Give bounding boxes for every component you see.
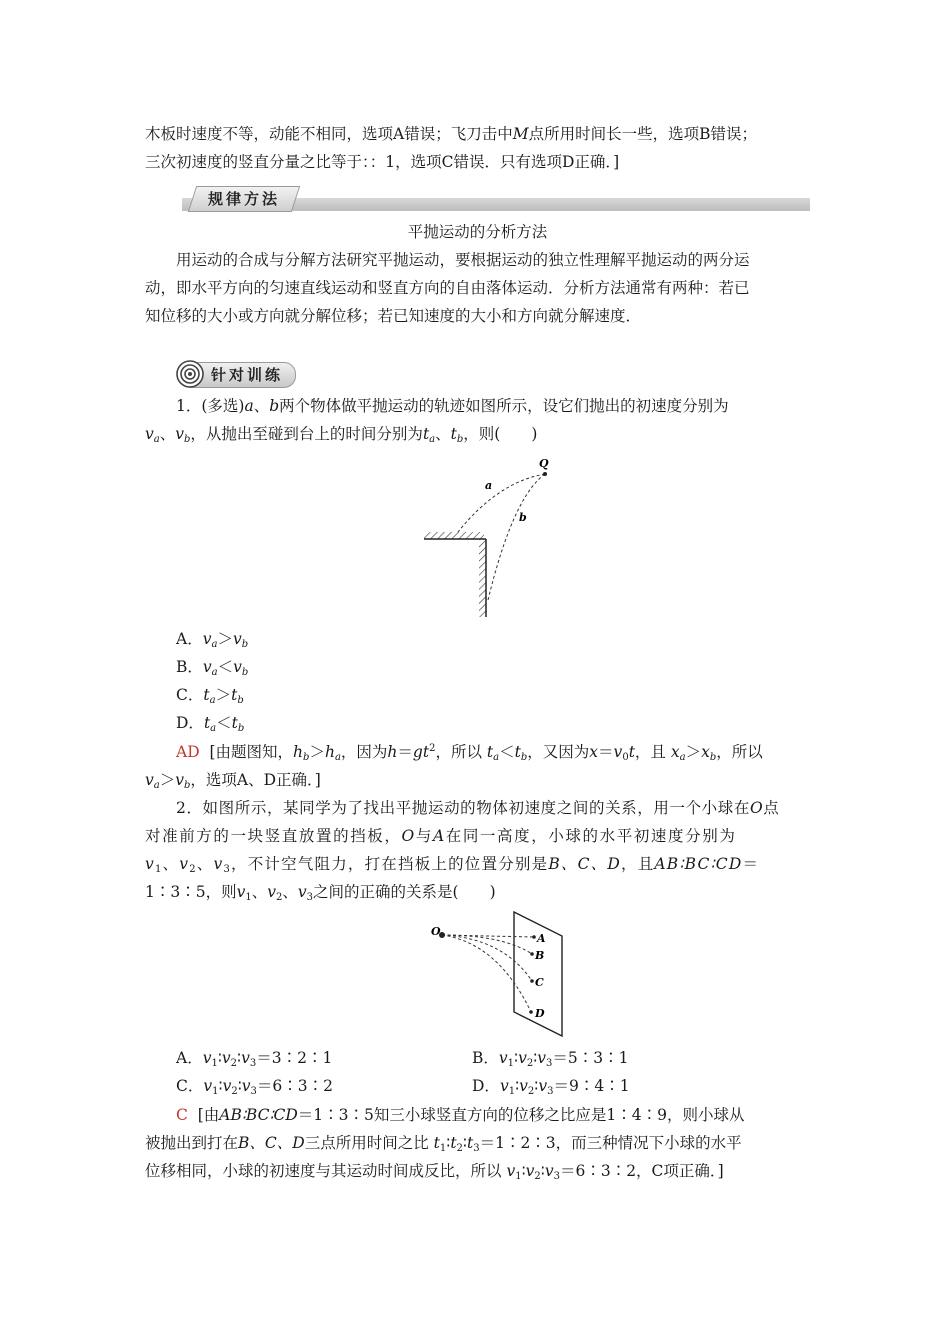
q1-answer: AD <box>176 743 200 761</box>
point-d <box>529 1010 533 1014</box>
trajectory-a <box>458 474 545 532</box>
q2-stem-line-4: 1∶3∶5，则$v_1$、$v_2$、$v_3$之间的正确的关系是( ) <box>145 883 496 903</box>
q2-explanation-line-2: 被抛出到打在B、C、D三点所用时间之比 $t_1∶t_2∶t_3=1∶2∶3$，而三种情况下小球的水平 <box>145 1134 742 1154</box>
q2-option-c[interactable]: C．$v_1∶v_2∶v_3=6∶3∶2$ <box>176 1077 333 1097</box>
label-b: B <box>535 949 545 962</box>
trajectory-b <box>488 474 545 600</box>
practice-banner-label: 针对训练 <box>211 366 284 384</box>
method-para-2: 动，即水平方向的匀速直线运动和竖直方向的自由落体运动．分析方法通常有两种：若已 <box>145 279 750 297</box>
q1-stem-line-2: $v_a$、$v_b$，从抛出至碰到台上的时间分别为$t_a$、$t_b$，则( ) <box>145 425 538 445</box>
q2-stem-line-3: $v_1$、$v_2$、$v_3$，不计空气阻力，打在挡板上的位置分别是B、C、D，且AB∶BC∶CD＝ <box>145 855 760 875</box>
label-o: O <box>431 925 441 938</box>
q1-option-c[interactable]: C．$t_a>t_b$ <box>176 686 244 706</box>
q1-explanation-line-2: $v_a>v_b$，选项A、D正确．] <box>145 771 321 791</box>
label-d: D <box>535 1007 545 1020</box>
practice-banner <box>176 360 296 388</box>
point-a <box>532 935 536 939</box>
intro-line-1: 木板时速度不等，动能不相同，选项A错误；飞刀击中M点所用时间长一些，选项B错误； <box>145 125 757 143</box>
label-a: A <box>537 932 546 945</box>
intro-line-2: 三次初速度的竖直分量之比等于：：1，选项C错误．只有选项D正确．] <box>145 153 620 171</box>
q1-option-b[interactable]: B．$v_a<v_b$ <box>176 658 249 678</box>
q2-stem-line-1: 2．如图所示，某同学为了找出平抛运动的物体初速度之间的关系，用一个小球在O点 <box>176 799 780 817</box>
q1-option-a[interactable]: A．$v_a>v_b$ <box>176 630 249 650</box>
q2-explanation-line-3: 位移相同，小球的初速度与其运动时间成反比，所以 $v_1∶v_2∶v_3=6∶3∶2$，C项正确．] <box>145 1162 724 1182</box>
method-title: 平抛运动的分析方法 <box>407 223 548 241</box>
point-b <box>530 952 534 956</box>
q2-option-a[interactable]: A．$v_1∶v_2∶v_3=3∶2∶1$ <box>176 1049 333 1069</box>
q1-option-d[interactable]: D．$t_a<t_b$ <box>176 714 245 734</box>
method-banner-label: 规律方法 <box>207 190 280 208</box>
q1-explanation-line-1: AD [由题图知，$h_b>h_a$，因为$h=gt^2$，所以 $t_a<t_b$，又因为$x=v_0t$，且 $x_a>x_b$，所以 <box>176 743 763 763</box>
table-top-hatch <box>424 532 484 539</box>
q2-stem-line-2: 对准前方的一块竖直放置的挡板，O与A在同一高度，小球的水平初速度分别为 <box>145 827 737 845</box>
q2-option-d[interactable]: D．$v_1∶v_2∶v_3=9∶4∶1$ <box>472 1077 630 1097</box>
method-para-1: 用运动的合成与分解方法研究平抛运动，要根据运动的独立性理解平抛运动的两分运 <box>176 251 750 269</box>
method-banner <box>182 186 810 212</box>
table-side-hatch <box>479 539 486 617</box>
q2-board-figure <box>428 908 568 1040</box>
method-para-3: 知位移的大小或方向就分解位移；若已知速度的大小和方向就分解速度． <box>145 307 642 325</box>
point-c <box>530 979 534 983</box>
label-a: a <box>485 479 493 492</box>
q1-trajectory-figure <box>418 452 558 620</box>
point-q <box>543 472 547 476</box>
label-q: Q <box>539 457 549 470</box>
q2-explanation-line-1: C [由AB∶BC∶CD＝1∶3∶5知三小球竖直方向的位移之比应是1∶4∶9，则小球从 <box>176 1106 745 1124</box>
q1-stem-line-1: 1．(多选)a、b两个物体做平抛运动的轨迹如图所示，设它们抛出的初速度分别为 <box>176 397 729 415</box>
label-b: b <box>519 511 527 524</box>
q2-option-b[interactable]: B．$v_1∶v_2∶v_3=5∶3∶1$ <box>472 1049 629 1069</box>
q2-answer: C <box>176 1106 188 1124</box>
label-c: C <box>535 976 544 989</box>
target-icon <box>176 360 204 388</box>
